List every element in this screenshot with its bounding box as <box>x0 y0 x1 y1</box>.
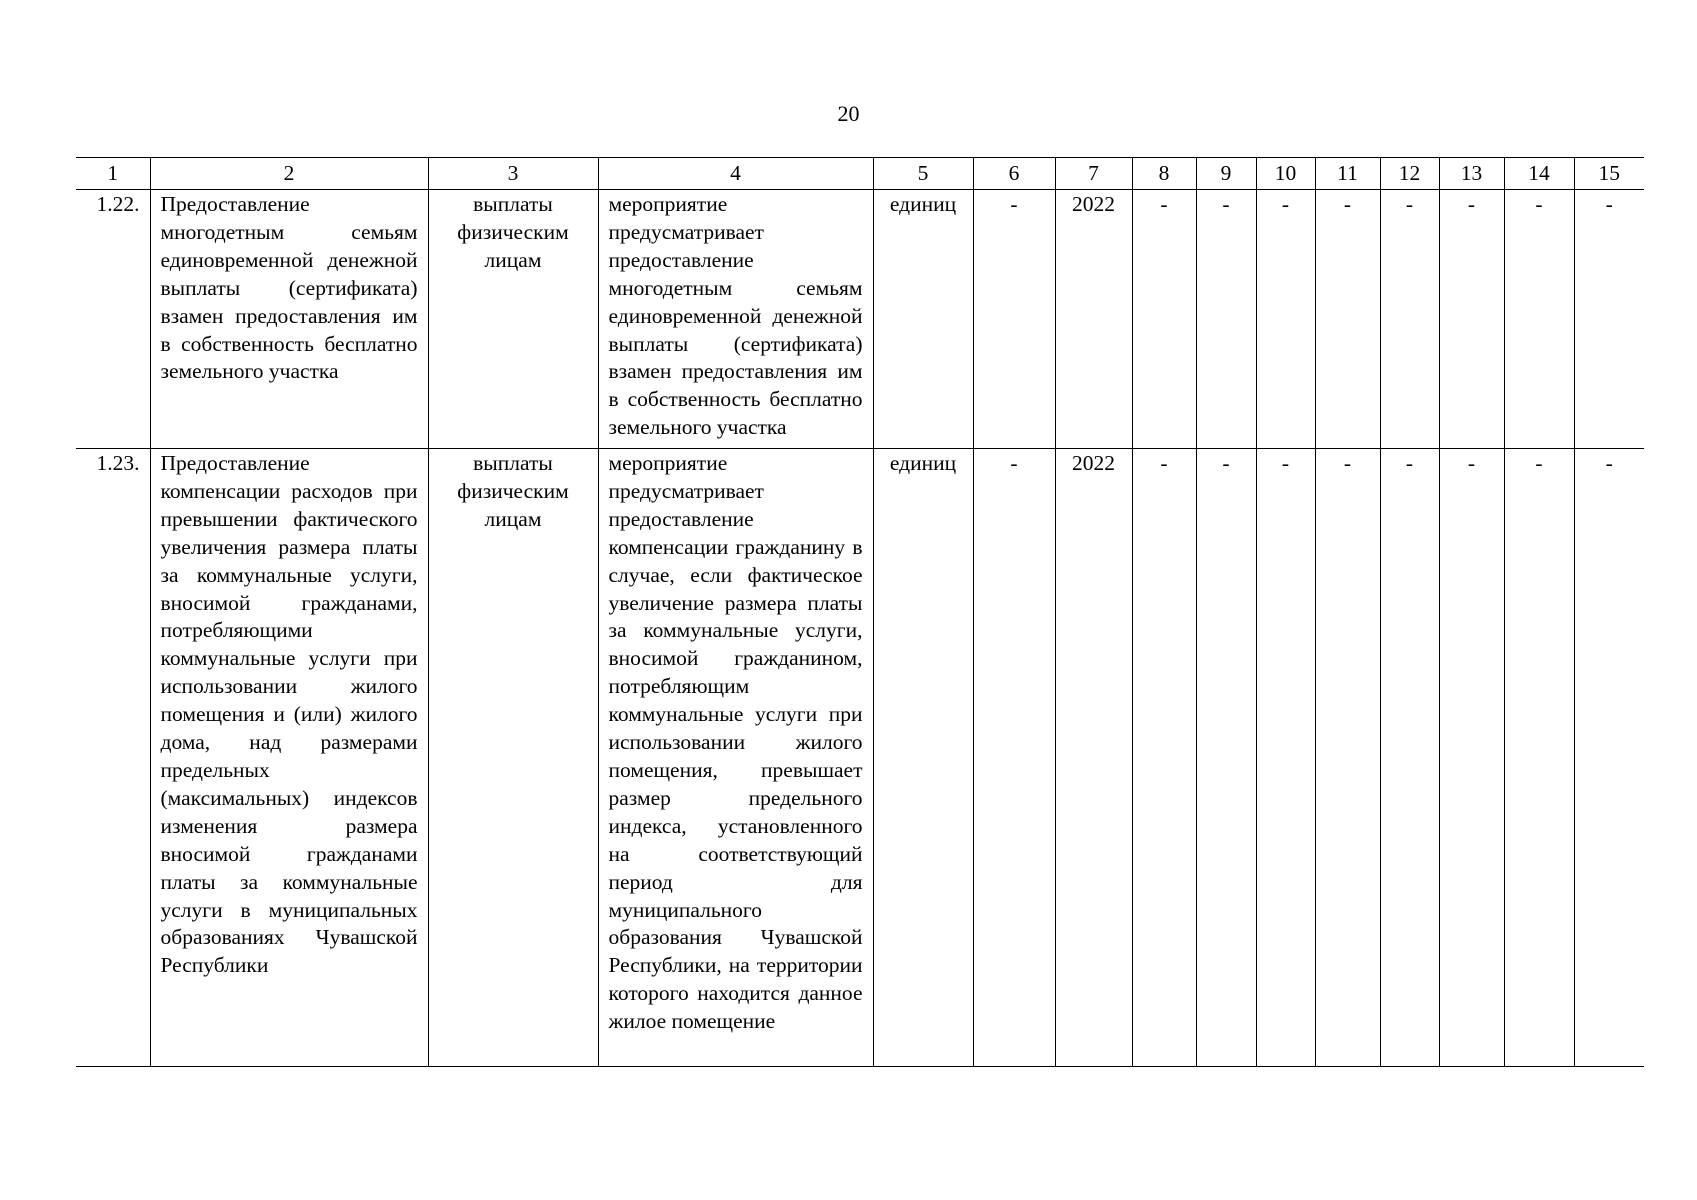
value-cell-15: - <box>1574 190 1644 449</box>
value-cell-13: - <box>1439 190 1504 449</box>
measure-description: мероприятие предусматривает предоставление многодетным семьям единовременной денежной выплаты (сертификата) взамен предоставления им в собственность бесплатно земельного участка <box>598 190 873 449</box>
value-cell-11: - <box>1315 190 1380 449</box>
value-cell-10: - <box>1256 449 1315 1067</box>
header-cell: 11 <box>1315 158 1380 190</box>
header-cell: 1 <box>76 158 150 190</box>
header-cell: 12 <box>1380 158 1439 190</box>
header-cell: 3 <box>428 158 598 190</box>
value-cell-9: - <box>1196 190 1256 449</box>
header-cell: 5 <box>873 158 973 190</box>
header-cell: 13 <box>1439 158 1504 190</box>
value-cell-6: - <box>973 190 1055 449</box>
value-cell-8: - <box>1132 190 1196 449</box>
value-cell-12: - <box>1380 190 1439 449</box>
value-cell-9: - <box>1196 449 1256 1067</box>
header-cell: 10 <box>1256 158 1315 190</box>
row-number: 1.23. <box>96 451 140 475</box>
measure-name: Предоставление многодетным семьям единовременной денежной выплаты (сертификата) взамен предоставления им в собственность бесплатно земельного участка <box>150 190 428 449</box>
header-cell: 9 <box>1196 158 1256 190</box>
measure-type: выплаты физическим лицам <box>428 449 598 1067</box>
unit-cell: единиц <box>873 190 973 449</box>
year-cell: 2022 <box>1055 190 1132 449</box>
measure-description: мероприятие предусматривает предоставление компенсации гражданину в случае, если фактическое увеличение размера платы за коммунальные услуги, вносимой гражданином, потребляющим коммунальные услуги при использовании жилого помещения, превышает размер предельного индекса, установленного на соответствующий период для муниципального образования Чувашской Республики, на территории которого находится данное жилое помещение <box>598 449 873 1067</box>
value-cell-10: - <box>1256 190 1315 449</box>
value-cell-15: - <box>1574 449 1644 1067</box>
unit-cell: единиц <box>873 449 973 1067</box>
year-cell: 2022 <box>1055 449 1132 1067</box>
header-row <box>76 158 1644 190</box>
page-number: 20 <box>837 101 860 126</box>
value-cell-14: - <box>1504 190 1574 449</box>
measures-table <box>76 157 1644 1067</box>
table-row <box>76 190 1644 449</box>
header-cell: 14 <box>1504 158 1574 190</box>
value-cell-14: - <box>1504 449 1574 1067</box>
value-cell-8: - <box>1132 449 1196 1067</box>
header-cell: 15 <box>1574 158 1644 190</box>
header-cell: 8 <box>1132 158 1196 190</box>
value-cell-6: - <box>973 449 1055 1067</box>
measure-type: выплаты физическим лицам <box>428 190 598 449</box>
row-number: 1.22. <box>96 192 140 216</box>
value-cell-11: - <box>1315 449 1380 1067</box>
header-cell: 6 <box>973 158 1055 190</box>
table-row <box>76 449 1644 1067</box>
value-cell-13: - <box>1439 449 1504 1067</box>
value-cell-12: - <box>1380 449 1439 1067</box>
header-cell: 4 <box>598 158 873 190</box>
header-cell: 2 <box>150 158 428 190</box>
header-cell: 7 <box>1055 158 1132 190</box>
measure-name: Предоставление компенсации расходов при превышении фактического увеличения размера платы за коммунальные услуги, вносимой гражданами, потребляющими коммунальные услуги при использовании жилого помещения и (или) жилого дома, над размерами предельных (максимальных) индексов изменения размера вносимой гражданами платы за коммунальные услуги в муниципальных образованиях Чувашской Республики <box>150 449 428 1067</box>
